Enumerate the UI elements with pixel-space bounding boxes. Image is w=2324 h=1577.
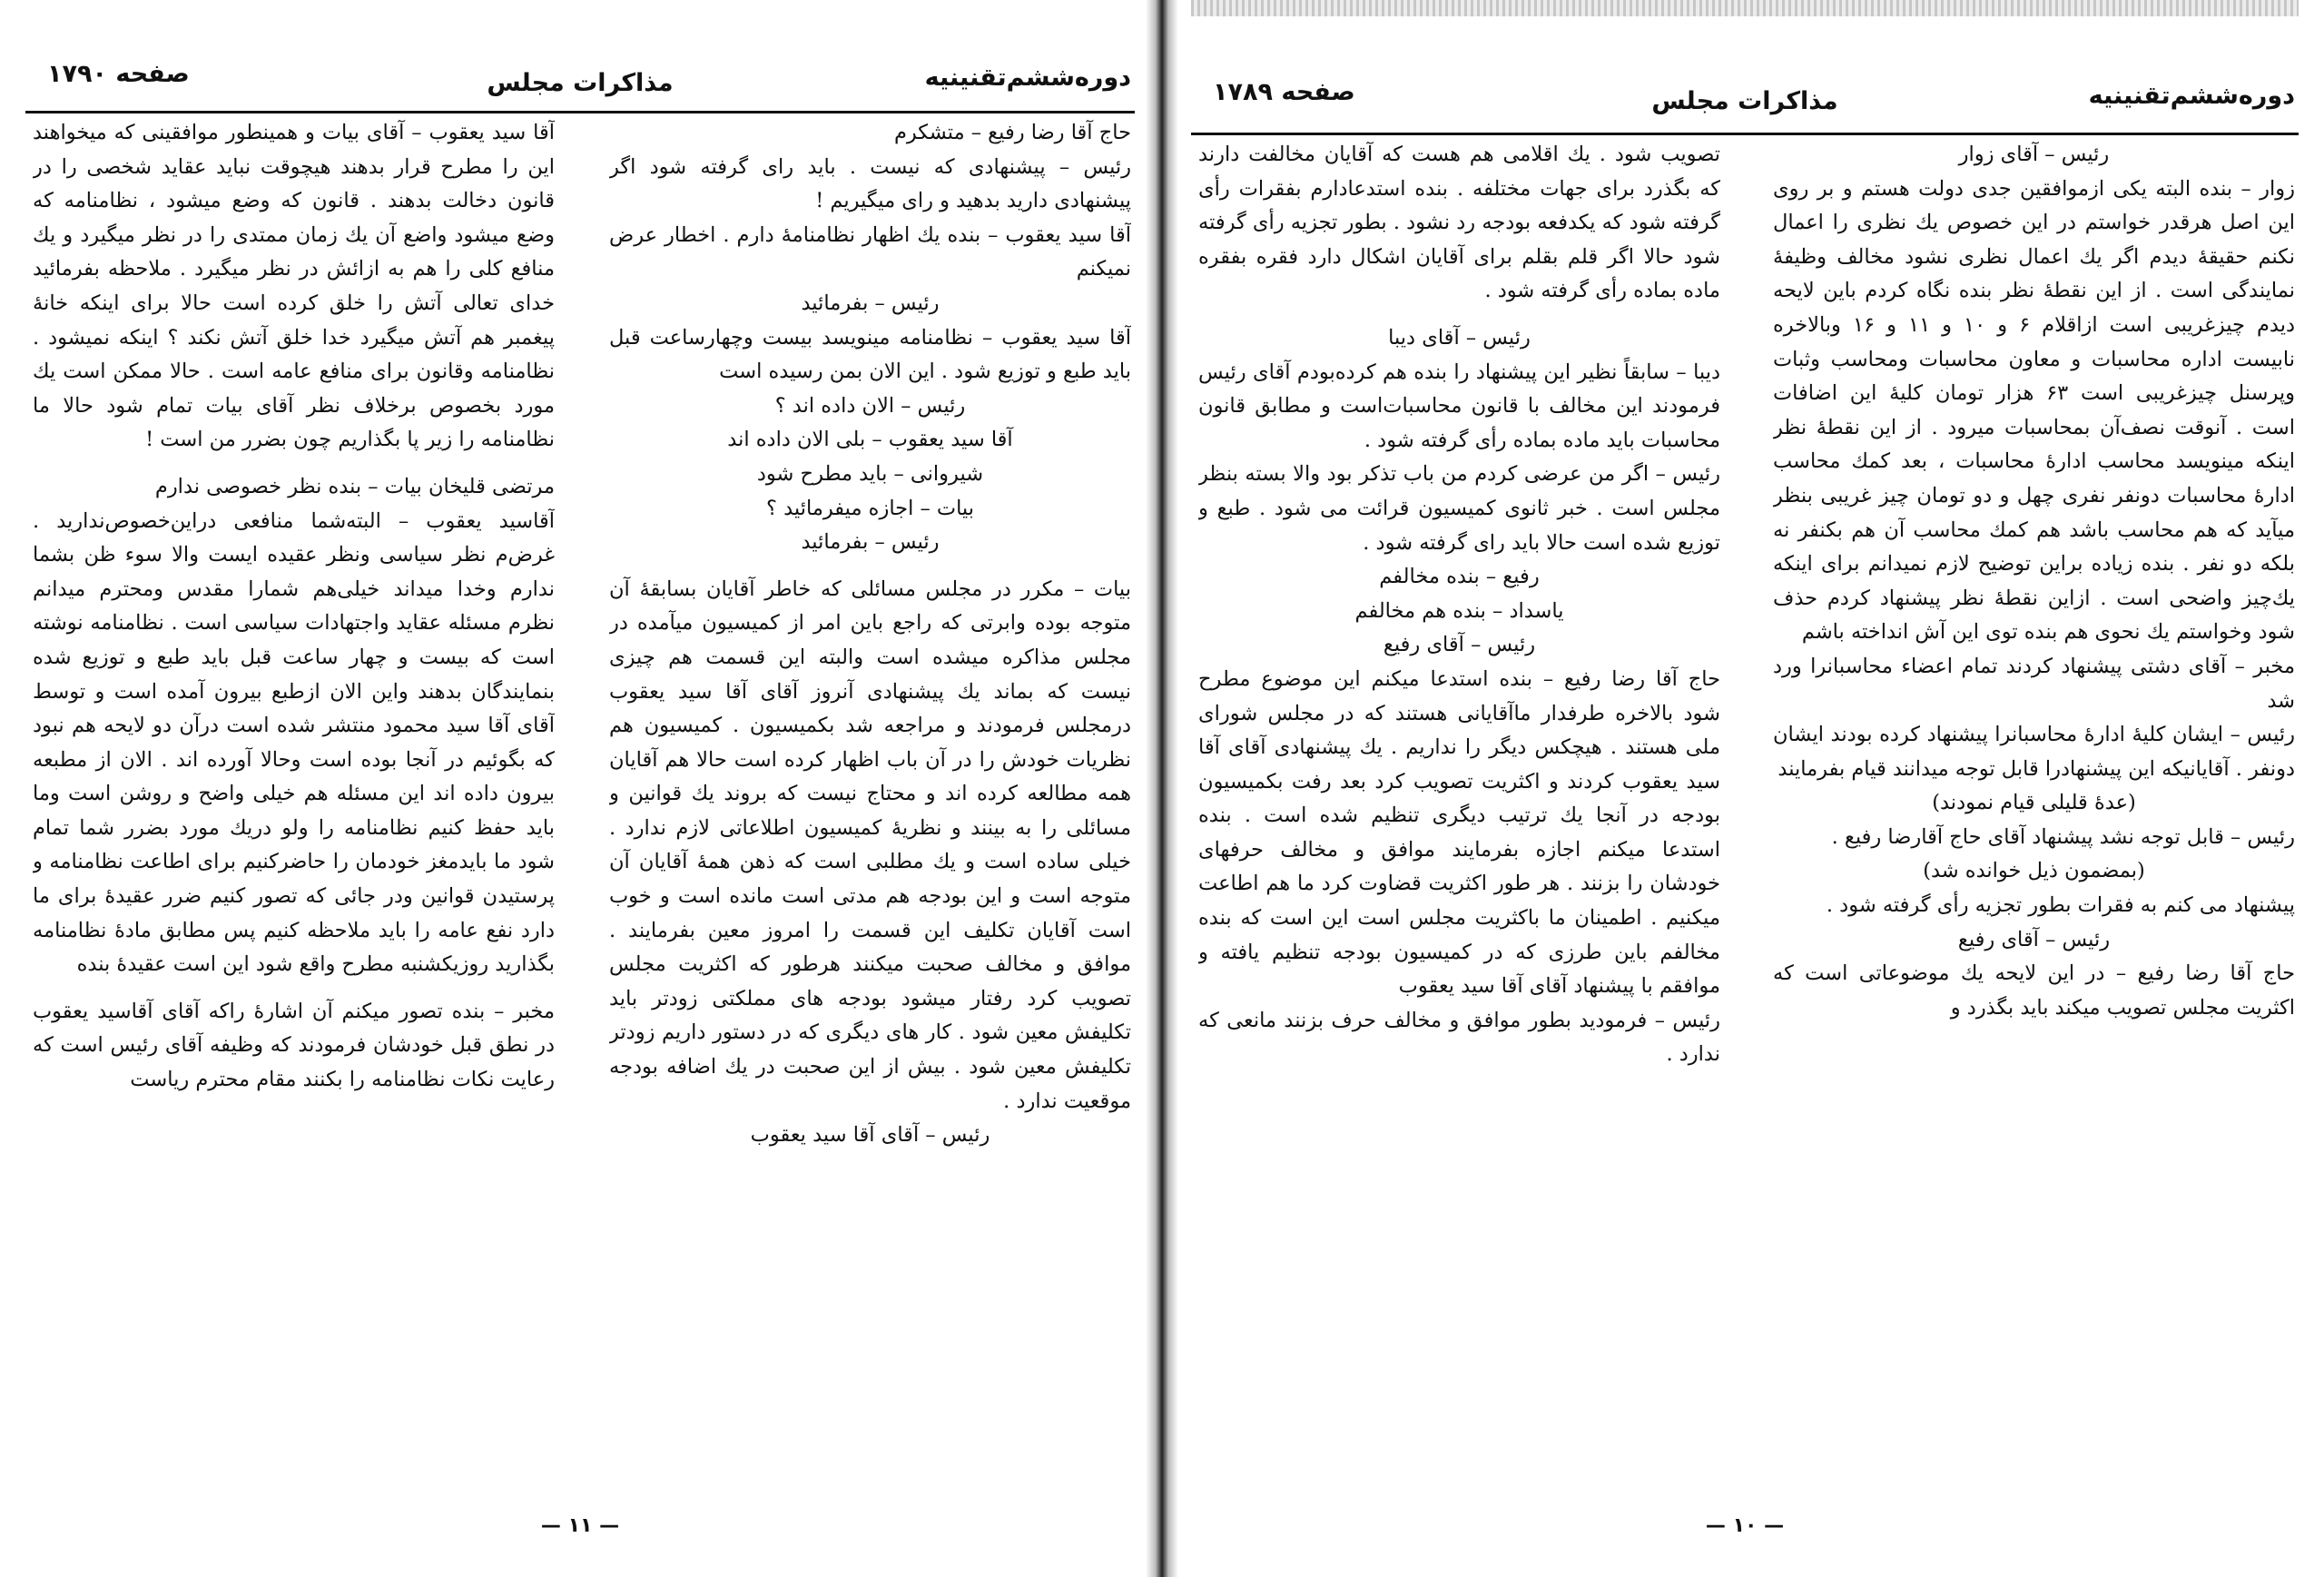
header-rule (25, 111, 1135, 113)
folio-number: — ۱۱ — (540, 1514, 620, 1537)
paragraph: رئیس – آقای رفیع (1957, 927, 2111, 951)
paragraph: رئیس – آقای آقا سید یعقوب (750, 1123, 990, 1148)
left-page-right-column (609, 116, 1131, 1451)
paragraph: مخبر – آقای دشتی پیشنهاد کردند تمام اعضاء محاسبانرا ورد شد (1773, 654, 2295, 713)
running-title: مذاکرات مجلس (487, 69, 674, 97)
paragraph: رئیس – فرمودید بطور موافق و مخالف حرف بزنند مانعی که ندارد . (1198, 1008, 1720, 1067)
paragraph: پیشنهاد می کنم به فقرات بطور تجزیه رأی گرفته شود . (1826, 893, 2295, 918)
paragraph: حاج آقا رضا رفیع – بنده استدعا میکنم این موضوع مطرح شود بالاخره طرفدار ماآقایانی هستند که در مجلس شورای ملی هستند . هیچکس دیگر را نداریم . یك پیشنهادی آقای آقا سید یعقوب کردند و اکثریت تصویب کرد بعد رفت بکمیسیون بودجه در آنجا یك ترتیب دیگری تنظیم شده است . بنده استدعا میکنم اجازه بفرمایند موافق و مخالف حرفهای خودشان را بزنند . هر طور اکثریت قضاوت کرد ما هم اطاعت میکنیم . اطمینان ما باکثریت مجلس است این است که بنده مخالفم باین طرزی که در کمیسیون بودجه تنظیم یافته و موافقم با پیشنهاد آقای آقا سید یعقوب (1198, 666, 1720, 999)
paragraph: رئیس – قابل توجه نشد پیشنهاد آقای حاج آقارضا رفیع . (1831, 824, 2295, 849)
paragraph: (عدهٔ قلیلی قیام نمودند) (1932, 791, 2136, 815)
running-title: مذاکرات مجلس (1651, 87, 1838, 115)
paragraph: تصویب شود . یك اقلامی هم هست که آقایان مخالفت دارند که بگذرد برای جهات مختلفه . بنده استدعادارم بفقرات رأی گرفته شود که یکدفعه بودجه رد نشود . بطور تجزیه رأی گرفته شود حالا اگر قلم بقلم برای آقایان اشکال دارد فقره بفقره ماده بماده رأی گرفته شود . (1198, 143, 1720, 303)
paragraph: مخبر – بنده تصور میکنم آن اشارهٔ راکه آقای آقاسید یعقوب در نطق قبل خودشان فرمودند که وظیفه آقای رئیس است که رعایت نکات نظامنامه را بکنند مقام محترم ریاست (33, 999, 555, 1092)
paragraph: (بمضمون ذیل خوانده شد) (1923, 859, 2145, 883)
session-label: دوره‌ششم‌تقنینیه (924, 64, 1131, 92)
paragraph: رفیع – بنده مخالفم (1379, 565, 1540, 589)
page-number-label: صفحه ۱۷۸۹ (1213, 78, 1355, 106)
paragraph: دیبا – سابقاً نظیر این پیشنهاد را بنده هم کرده‌بودم آقای رئیس فرمودند این مخالف با قانون محاسبات‌است و مطابق قانون محاسبات باید ماده بماده رأی گرفته شود . (1198, 360, 1720, 452)
paragraph: مرتضی قلیخان بیات – بنده نظر خصوصی ندارم (154, 474, 555, 498)
paragraph: رئیس – آقای زوار (1958, 143, 2110, 166)
right-page-left-column (1198, 138, 1720, 1473)
paragraph: آقا سید یعقوب – بنده یك اظهار نظامنامهٔ دارم . اخطار عرض نمیکنم (609, 222, 1131, 281)
right-page-header (1191, 74, 2299, 125)
paragraph: رئیس – بفرمائید (801, 291, 940, 315)
paragraph: آقا سید یعقوب – نظامنامه مینویسد بیست وچهارساعت قبل باید طبع و توزیع شود . این الان بمن رسیده است (609, 325, 1131, 384)
paragraph: بیات – اجازه میفرمائید ؟ (766, 496, 974, 520)
header-rule (1191, 133, 2299, 135)
paragraph: آقا سید یعقوب – آقای بیات و همینطور موافقینی که میخواهند این را مطرح قرار بدهند هیچوقت نباید عقاید شخصی را در قانون دخالت بدهند . قانون که وضع میشود ، نظامنامه که وضع میشود واضع آن یك زمان ممتدی را در نظر میگیرد و یك منافع کلی را هم به ازائش در نظر میگیرد . ملاحظه بفرمائید خدای تعالی آتش را خلق کرده است حالا برای اینکه خانهٔ پیغمبر هم آتش میگیرد خدا خلق آتش نکند ؟ اینکه نمیشود . نظامنامه وقانون برای منافع عامه است . حالا ممکن است یك مورد بخصوص برخلاف نظر آقای بیات تمام شود حالا ما نظامنامه را زیر پا بگذاریم چون بضرر من است ! (33, 121, 555, 452)
paragraph: آقا سید یعقوب – بلی الان داده اند (727, 428, 1013, 452)
left-page-left-column (33, 116, 555, 1451)
paragraph: رئیس – آقای رفیع (1383, 633, 1536, 657)
paragraph: رئیس – پیشنهادی که نیست . باید رای گرفته شود اگر پیشنهادی دارید بدهید و رای میگیریم ! (609, 154, 1131, 213)
paragraph: شیروانی – باید مطرح شود (756, 461, 984, 486)
paragraph: یاسداد – بنده هم مخالفم (1354, 598, 1564, 623)
paragraph: رئیس – ایشان کلیهٔ ادارهٔ محاسبانرا پیشنهاد کرده بودند ایشان دونفر . آقایانیکه این پیشنهادرا قابل توجه میدانند قیام بفرمایند (1773, 723, 2295, 781)
page-number-label: صفحه ۱۷۹۰ (47, 60, 190, 88)
book-gutter (1146, 0, 1178, 1577)
paragraph: حاج آقا رضا رفیع – در این لایحه یك موضوعاتی است که اکثریت مجلس تصویب میکند باید بگذرد و (1773, 961, 2295, 1020)
paragraph: رئیس – الان داده اند ؟ (774, 393, 966, 418)
right-page-right-column (1773, 138, 2295, 1473)
folio-number: — ۱۰ — (1705, 1514, 1785, 1537)
left-page-header (25, 56, 1135, 107)
left-page (25, 0, 1135, 1577)
paragraph: بیات – مکرر در مجلس مسائلی که خاطر آقایان بسابقهٔ آن متوجه بوده وابرتی که راجع باین امر از کمیسیون میآمده در مجلس مذاکره میشده است والبته این قسمت هم چیزی نیست که بماند یك پیشنهادی آنروز آقای آقا سید یعقوب درمجلس فرمودند و مراجعه شد بکمیسیون . کمیسیون هم نظریات خودش را در آن باب اظهار کرده است حالا هم آقایان همه مطالعه کرده اند و محتاج نیست که بروند یك قوانین و مسائلی را به بینند و نظریهٔ کمیسیون اطلاعاتی لازم ندارد . خیلی ساده است و یك مطلبی است که ذهن همهٔ آقایان آن متوجه است و این بودجه هم مدتی است مانده است و خوب است آقایان تکلیف این قسمت را امروز معین بفرمایند . موافق و مخالف صحبت میکنند هرطور که اکثریت مجلس تصویب کرد رفتار میشود بودجه های مملکتی زودتر باید تکلیفش معین شود . کار های دیگری که در دستور داریم زودتر تکلیفش معین شود . بیش از این صحبت در یك اضافه بودجه موقعیت ندارد . (609, 577, 1131, 1113)
paragraph: رئیس – اگر من عرضی کردم من باب تذکر بود والا بسته بنظر مجلس است . خبر ثانوی کمیسیون قرائت می شود . طبع و توزیع شده است حالا باید رای گرفته شود . (1198, 462, 1720, 555)
paragraph: حاج آقا رضا رفیع – متشکرم (893, 121, 1131, 144)
paragraph: رئیس – آقای دیبا (1388, 325, 1531, 350)
paragraph: زوار – بنده البته یکی ازموافقین جدی دولت هستم و بر روی این اصل هرقدر خواستم در این خصوص یك نظری را اعمال نکنم حقیقهٔ دیدم اگر یك اعمال نظری نشود مخالف وظیفهٔ نمایندگی است . از این نقطهٔ نظر بنده نگاه کردم باین لایحه دیدم چیزغریبی است ازاقلام ۶ و ۱۰ و ۱۱ و ۱۶ وبالاخره نابیست اداره محاسبات و معاون محاسبات ومحاسب وثبات وپرسنل چیزغریبی است ۶۳ هزار تومان کلیهٔ این اضافات است . آنوقت نصف‌آن بمحاسبات میرود . از این نقطهٔ نظر اینکه مینویسد محاسب ادارهٔ محاسبات ، بعد کمك محاسب ادارهٔ محاسبات دونفر نفری چهل و دو تومان چیز غریبی بنظر میآید که هم محاسب باشد هم کمك محاسب آن هم بکنفر نه بلکه دو نفر . بنده زیاده براین توضیح لازم نمیدانم برای اینکه یك‌چیز واضحی است . ازاین نقطهٔ نظر پیشنهاد کردم حذف شود وخواستم یك نحوی هم بنده توی این آش انداخته باشم (1773, 176, 2295, 645)
session-label: دوره‌ششم‌تقنینیه (2088, 82, 2295, 110)
paragraph: رئیس – بفرمائید (801, 530, 940, 555)
paragraph: آقاسید یعقوب – البته‌شما منافعی دراین‌خصوص‌ندارید . غرض‌م نظر سیاسی ونظر عقیده ایست والا سوء ظن بشما ندارم وخدا میداند خیلی‌هم شمارا مقدس ومحترم میدانم نظرم مسئله عقاید واجتهادات سیاسی است . نظامنامه نوشته است که بیست و چهار ساعت قبل باید طبع و توزیع شده بنمایندگان بدهند واین الان ازطبع بیرون آمده است و توسط آقای آقا سید محمود منتشر شده است درآن دو لایحه هم نبود که بگوئیم در آنجا بوده است وحالا آورده اند . الان از مطبعه بیرون داده اند این مسئله هم خیلی واضح و روشن است وما باید حفظ کنیم نظامنامه را ولو دریك مورد بضرر شما تمام شود ما باید‌مغز خودمان را حاضرکنیم برای اطاعت نظامنامه و پرستیدن قوانین ودر جائی که تصور کنیم ضرر عقیدهٔ برای ما دارد نفع عامه را باید ملاحظه کنیم پس مطابق مادهٔ نظامنامه بگذارید روزیکشنبه مطرح واقع شود این است عقیدهٔ بنده (33, 508, 555, 977)
right-page (1191, 0, 2299, 1577)
